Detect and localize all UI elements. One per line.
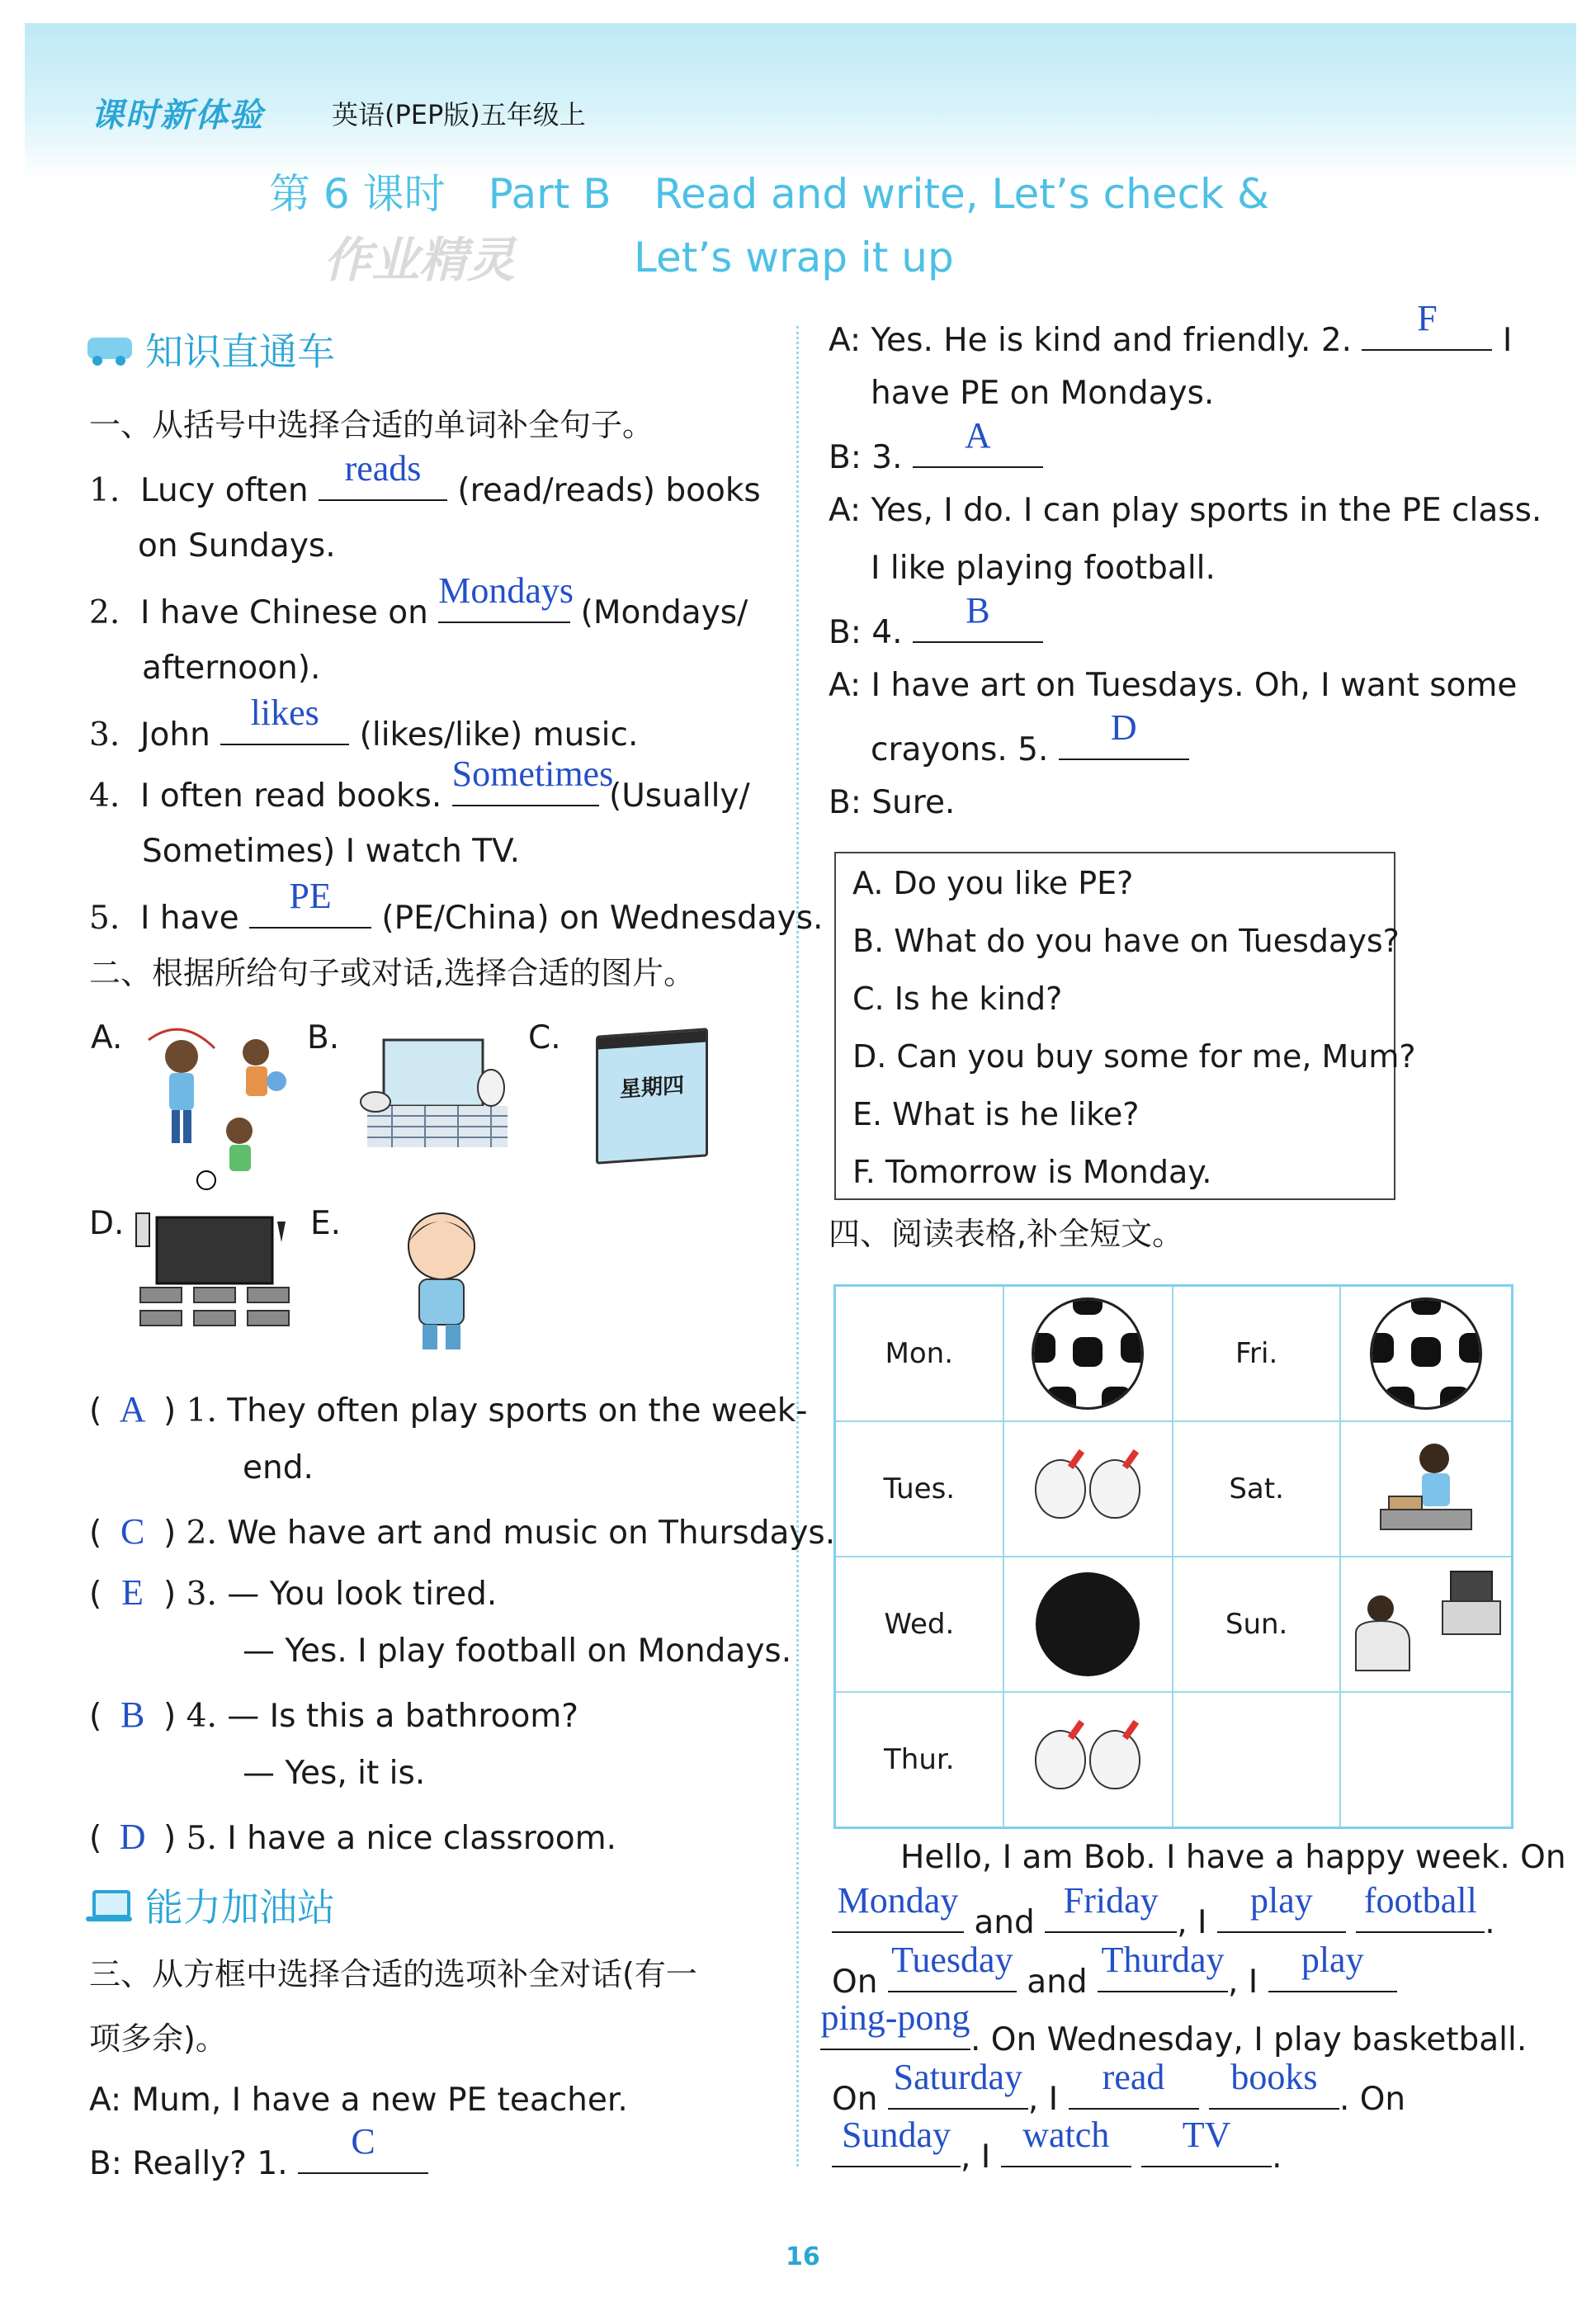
answer-blank: Thurday [1098, 1958, 1228, 1992]
answer-blank: A [913, 433, 1043, 468]
passage-line5: On Saturday , I read books . On [832, 2057, 1406, 2118]
section-heading-ability [86, 1878, 335, 1932]
day-cell: Sun. [1173, 1557, 1340, 1692]
tired-boy-picture [388, 1209, 495, 1354]
kids-playing-sports-picture [132, 1023, 297, 1197]
task2-item-4-cont: — Yes, it is. [243, 1755, 426, 1792]
answer-blank: PE [249, 894, 371, 929]
bathroom-picture [351, 1023, 516, 1151]
answer-blank: Monday [832, 1898, 964, 1933]
classroom-picture [132, 1205, 297, 1337]
dialogue-b2: B: 3. A [829, 433, 1043, 478]
day-cell: Tues. [835, 1421, 1003, 1557]
task1-item-1: 1. Lucy often reads (read/reads) books [89, 448, 761, 509]
football-cell [1340, 1286, 1512, 1422]
dialogue-b3: B: 4. B [829, 608, 1043, 653]
pic-label-d: D. [89, 1205, 125, 1242]
basketball-cell [1003, 1557, 1173, 1692]
task2-item-1-cont: end. [243, 1449, 314, 1486]
answer-blank: Saturday [888, 2075, 1028, 2110]
book-title: 英语(PEP版)五年级上 [332, 99, 586, 130]
lesson-part: Part B [488, 170, 611, 218]
calendar-picture [596, 1028, 708, 1165]
task2-item-5: ( D ) 5. I have a nice classroom. [89, 1817, 617, 1857]
answer-blank: play [1268, 1958, 1397, 1992]
day-cell: Mon. [835, 1286, 1003, 1422]
task1-instruction: 一、从括号中选择合适的单词补全句子。 [89, 407, 654, 443]
answer-blank: TV [1141, 2133, 1272, 2167]
answer-blank: ping-pong [820, 2016, 970, 2050]
option-c: C. Is he kind? [852, 981, 1063, 1017]
reading-books-icon [1372, 1434, 1480, 1537]
answer-blank: Sunday [832, 2133, 961, 2167]
watching-tv-icon [1343, 1563, 1509, 1679]
dialogue-a3-cont: I like playing football. [871, 550, 1216, 587]
dialogue-b4: B: Sure. [829, 784, 956, 821]
answer-blank: D [1059, 725, 1189, 760]
option-b: B. What do you have on Tuesdays? [852, 923, 1400, 959]
passage-line1: Hello, I am Bob. I have a happy week. On [900, 1839, 1566, 1876]
lesson-number: 第 6 课时 [269, 170, 446, 218]
task2-item-3-cont: — Yes. I play football on Mondays. [243, 1633, 792, 1670]
ping-pong-icon [1004, 1459, 1172, 1519]
weekly-schedule-table [833, 1284, 1513, 1829]
day-cell: Wed. [835, 1557, 1003, 1692]
answer-blank: C [298, 2139, 428, 2174]
task2-instruction: 二、根据所给句子或对话,选择合适的图片。 [89, 955, 696, 991]
dialogue-b1: B: Really? 1. C [89, 2139, 428, 2184]
lesson-title-line1: Read and write, Let’s check & [654, 170, 1269, 218]
answer-blank: books [1209, 2075, 1339, 2110]
option-e: E. What is he like? [852, 1096, 1140, 1132]
answer-blank: B [913, 608, 1043, 643]
pic-label-c: C. [528, 1019, 561, 1056]
option-d: D. Can you buy some for me, Mum? [852, 1038, 1416, 1075]
bus-icon [86, 333, 134, 366]
pic-label-e: E. [310, 1205, 342, 1242]
calendar-text: 星期四 [619, 1073, 684, 1103]
ping-pong-cell [1003, 1421, 1173, 1557]
answer-blank: read [1069, 2075, 1199, 2110]
lesson-title [269, 161, 1269, 220]
lesson-title-line2: Let’s wrap it up [634, 234, 954, 281]
football-cell [1003, 1286, 1173, 1422]
answer-blank: watch [1001, 2133, 1131, 2167]
task2-item-1: ( A ) 1. They often play sports on the week- [89, 1389, 808, 1430]
option-f: F. Tomorrow is Monday. [852, 1154, 1212, 1190]
options-box [834, 852, 1416, 1200]
day-cell: Thur. [835, 1692, 1003, 1828]
dialogue-a4: A: I have art on Tuesdays. Oh, I want some [829, 667, 1518, 704]
task1-item-4: 4. I often read books. Sometimes (Usually/ [89, 754, 750, 815]
task1-item-3: 3. John likes (likes/like) music. [89, 692, 639, 754]
day-cell: Fri. [1173, 1286, 1340, 1422]
empty-cell [1173, 1692, 1340, 1828]
answer-blank: likes [220, 711, 349, 745]
reading-cell [1340, 1421, 1512, 1557]
task2-item-3: ( E ) 3. — You look tired. [89, 1572, 498, 1613]
dialogue-a1: A: Mum, I have a new PE teacher. [89, 2082, 628, 2119]
task2-item-4: ( B ) 4. — Is this a bathroom? [89, 1694, 578, 1735]
task3-instruction-cont: 项多余)。 [89, 2020, 227, 2057]
task3-instruction: 三、从方框中选择合适的选项补全对话(有一 [89, 1956, 697, 1992]
answer-blank: Mondays [438, 588, 570, 623]
task1-item-4-cont: Sometimes) I watch TV. [142, 833, 521, 870]
passage-line2: Monday and Friday , I play football . [832, 1898, 1495, 1943]
page-number: 16 [786, 2242, 820, 2271]
passage-line3: On Tuesday and Thurday , I play [832, 1958, 1397, 2002]
pic-label-b: B. [307, 1019, 340, 1056]
column-divider [796, 326, 799, 2167]
task1-item-2: 2. I have Chinese on Mondays (Mondays/ [89, 570, 748, 631]
answer-blank: F [1362, 316, 1492, 351]
task1-item-1-cont: on Sundays. [138, 527, 336, 565]
answer-blank: Friday [1045, 1898, 1177, 1933]
dialogue-a2-cont: have PE on Mondays. [871, 375, 1215, 412]
football-icon [1032, 1297, 1144, 1410]
series-logo: 课时新体验 [91, 97, 264, 135]
answer-blank: play [1217, 1898, 1346, 1933]
football-icon [1370, 1297, 1482, 1410]
section-title: 知识直通车 [145, 329, 335, 374]
passage-line4: ping-pong . On Wednesday, I play basketball. [820, 1997, 1528, 2058]
task1-item-5: 5. I have PE (PE/China) on Wednesdays. [89, 876, 824, 937]
task2-item-2: ( C ) 2. We have art and music on Thursdays. [89, 1511, 836, 1552]
laptop-icon [86, 1888, 134, 1921]
day-cell: Sat. [1173, 1421, 1340, 1557]
ping-pong-icon [1004, 1730, 1172, 1789]
task1-item-2-cont: afternoon). [142, 650, 321, 687]
section-heading-knowledge [86, 322, 335, 376]
ping-pong-cell [1003, 1692, 1173, 1828]
answer-blank: football [1356, 1898, 1485, 1933]
option-a: A. Do you like PE? [852, 865, 1134, 901]
pic-label-a: A. [91, 1019, 123, 1056]
answer-blank: Sometimes [452, 772, 599, 806]
dialogue-a2: A: Yes. He is kind and friendly. 2. F I [829, 298, 1513, 359]
answer-blank: Tuesday [888, 1958, 1017, 1992]
dialogue-a4-cont: crayons. 5. D [871, 725, 1189, 770]
empty-cell [1340, 1692, 1512, 1828]
section-title: 能力加油站 [145, 1885, 335, 1930]
answer-blank: reads [319, 466, 447, 501]
watching-tv-cell [1340, 1557, 1512, 1692]
basketball-icon [1036, 1572, 1140, 1676]
passage-line6: Sunday , I watch TV . [832, 2133, 1282, 2177]
watermark: 作业精灵 [323, 232, 516, 288]
dialogue-a3: A: Yes, I do. I can play sports in the PE class. [829, 492, 1542, 529]
task4-instruction: 四、阅读表格,补全短文。 [829, 1216, 1184, 1252]
